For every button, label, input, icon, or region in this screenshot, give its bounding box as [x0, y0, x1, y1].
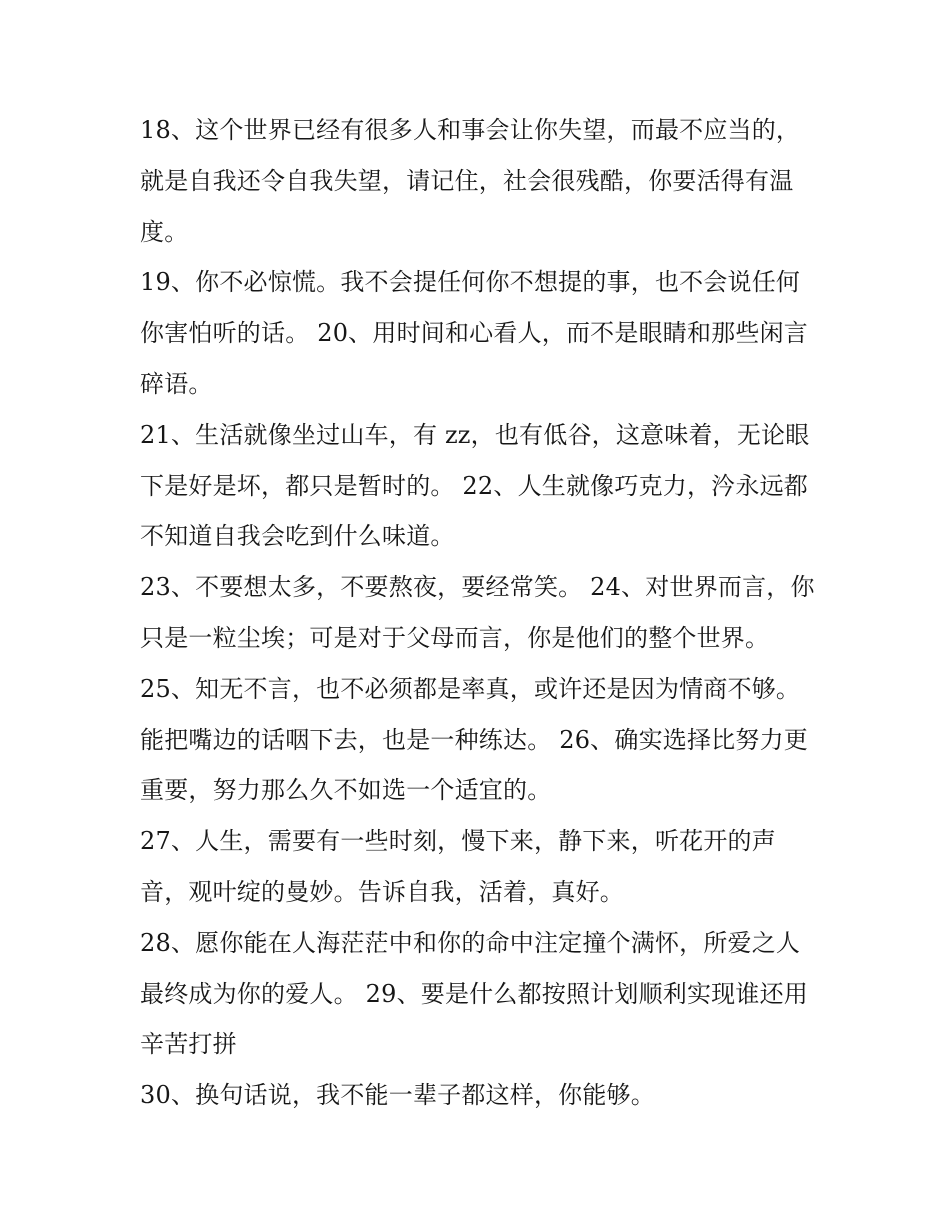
paragraph-23-24: 23、不要想太多，不要熬夜，要经常笑。 24、对世界而言，你只是一粒尘埃；可是对于父母而言，你是他们的整个世界。 — [140, 573, 815, 652]
paragraph-30: 30、换句话说，我不能一辈子都这样，你能够。 — [140, 1081, 655, 1110]
document-body — [140, 105, 820, 1121]
paragraph-21-22: 21、生活就像坐过山车，有 zz，也有低谷，这意味着，无论眼下是好是坏，都只是暂时的。 22、人生就像巧克力，汵永远都不知道自我会吃到什么味道。 — [140, 420, 810, 551]
paragraph-27: 27、人生，需要有一些时刻，慢下来，静下来，听花开的声音，观叶绽的曼妙。告诉自我，活着，真好。 — [140, 827, 776, 906]
paragraph-19-20: 19、你不必惊慌。我不会提任何你不想提的事，也不会说任何你害怕听的话。 20、用时间和心看人，而不是眼睛和那些闲言碎语。 — [140, 268, 808, 398]
paragraph-18: 18、这个世界已经有很多人和事会让你失望，而最不应当的，就是自我还令自我失望，请记住，社会很残酷，你要活得有温度。 — [140, 116, 801, 246]
paragraph-28-29: 28、愿你能在人海茫茫中和你的命中注定撞个满怀，所爱之人最终成为你的爱人。 29、要是什么都按照计划顺利实现谁还用辛苦打拼 — [140, 928, 808, 1059]
paragraph-25-26: 25、知无不言，也不必须都是率真，或许还是因为情商不够。能把嘴边的话咽下去，也是一种练达。 26、确实选择比努力更重要，努力那么久不如选一个适宜的。 — [140, 674, 808, 805]
